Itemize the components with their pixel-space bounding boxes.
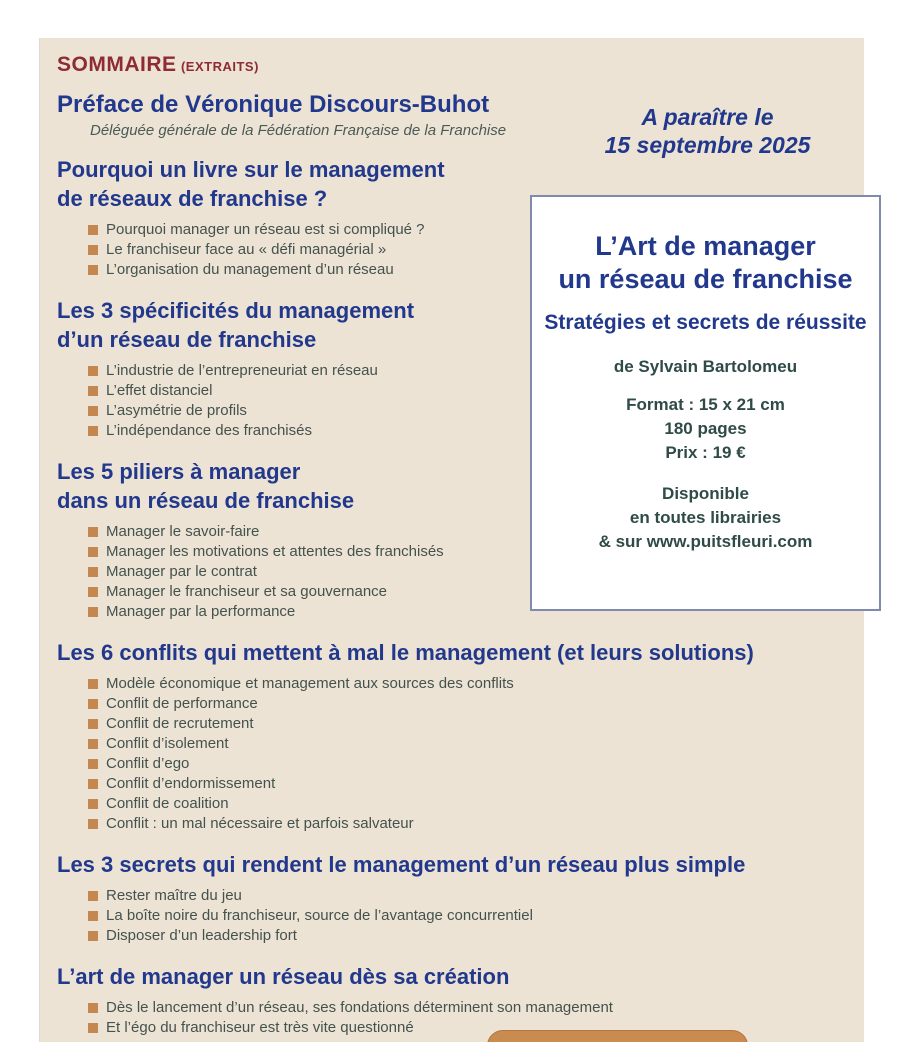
- square-bullet-icon: [88, 406, 98, 416]
- book-price: Prix : 19 €: [665, 443, 746, 462]
- list-item: [57, 794, 847, 814]
- list-item-label: Manager par la performance: [106, 603, 296, 620]
- section-block: [57, 850, 847, 946]
- list-item-label: Manager le savoir-faire: [106, 523, 260, 540]
- list-item-label: Conflit de recrutement: [106, 715, 254, 732]
- square-bullet-icon: [88, 426, 98, 436]
- book-pages: 180 pages: [664, 419, 747, 438]
- list-item-label: Conflit de performance: [106, 695, 258, 712]
- square-bullet-icon: [88, 366, 98, 376]
- list-item-label: Le franchiseur face au « défi managérial »: [106, 241, 387, 258]
- list-item-label: Manager les motivations et attentes des franchisés: [106, 543, 444, 560]
- book-title-line2: un réseau de franchise: [558, 264, 853, 294]
- book-subtitle: Stratégies et secrets de réussite: [544, 311, 867, 334]
- list-item-label: Et l’égo du franchiseur est très vite questionné: [106, 1019, 414, 1036]
- list-item: [57, 714, 847, 734]
- list-item-label: Pourquoi manager un réseau est si compliqué ?: [106, 221, 425, 238]
- square-bullet-icon: [88, 1023, 98, 1033]
- list-item: [57, 734, 847, 754]
- list-item: [57, 754, 847, 774]
- book-specs: [532, 393, 879, 465]
- list-item: [57, 774, 847, 794]
- list-item-label: La boîte noire du franchiseur, source de l’avantage concurrentiel: [106, 907, 533, 924]
- list-item-label: L’asymétrie de profils: [106, 402, 247, 419]
- list-item: [57, 906, 847, 926]
- book-info-card: [530, 195, 881, 611]
- availability-url: & sur www.puitsfleuri.com: [598, 532, 813, 551]
- square-bullet-icon: [88, 1003, 98, 1013]
- section-title-line: Pourquoi un livre sur le management: [57, 157, 445, 182]
- section-items: [57, 674, 847, 834]
- square-bullet-icon: [88, 265, 98, 275]
- square-bullet-icon: [88, 245, 98, 255]
- list-item-label: L’indépendance des franchisés: [106, 422, 312, 439]
- square-bullet-icon: [88, 891, 98, 901]
- square-bullet-icon: [88, 527, 98, 537]
- list-item-label: Conflit d’isolement: [106, 735, 229, 752]
- preface-title: Préface de Véronique Discours-Buhot: [57, 91, 490, 118]
- square-bullet-icon: [88, 819, 98, 829]
- list-item-label: Conflit : un mal nécessaire et parfois salvateur: [106, 815, 414, 832]
- list-item: [57, 814, 847, 834]
- square-bullet-icon: [88, 759, 98, 769]
- book-availability: [532, 482, 879, 554]
- order-button[interactable]: [487, 1030, 748, 1042]
- square-bullet-icon: [88, 799, 98, 809]
- list-item-label: Conflit d’endormissement: [106, 775, 276, 792]
- section-title: [57, 638, 847, 667]
- list-item: [57, 926, 847, 946]
- section-title-line: dans un réseau de franchise: [57, 488, 355, 513]
- square-bullet-icon: [88, 547, 98, 557]
- list-item-label: Rester maître du jeu: [106, 887, 242, 904]
- availability-line1: Disponible: [662, 484, 749, 503]
- list-item: [57, 886, 847, 906]
- list-item-label: Conflit d’ego: [106, 755, 190, 772]
- list-item-label: Manager par le contrat: [106, 563, 257, 580]
- list-item-label: L’effet distanciel: [106, 382, 213, 399]
- list-item-label: Manager le franchiseur et sa gouvernance: [106, 583, 388, 600]
- square-bullet-icon: [88, 567, 98, 577]
- book-title-line1: L’Art de manager: [595, 231, 816, 261]
- square-bullet-icon: [88, 699, 98, 709]
- square-bullet-icon: [88, 779, 98, 789]
- square-bullet-icon: [88, 719, 98, 729]
- list-item-label: L’organisation du management d’un réseau: [106, 261, 394, 278]
- square-bullet-icon: [88, 225, 98, 235]
- section-title-line: Les 3 secrets qui rendent le management d’un réseau plus simple: [57, 852, 746, 877]
- release-date: [535, 103, 880, 159]
- square-bullet-icon: [88, 911, 98, 921]
- book-title: [532, 230, 879, 296]
- section-title-line: d’un réseau de franchise: [57, 327, 317, 352]
- section-block: [57, 638, 847, 834]
- list-item: [57, 998, 847, 1018]
- section-title-line: Les 6 conflits qui mettent à mal le management (et leurs solutions): [57, 640, 754, 665]
- list-item-label: Conflit de coalition: [106, 795, 229, 812]
- summary-title-suffix: (EXTRAITS): [180, 59, 259, 74]
- section-title: [57, 962, 847, 991]
- list-item-label: Dès le lancement d’un réseau, ses fondations déterminent son management: [106, 999, 613, 1016]
- square-bullet-icon: [88, 607, 98, 617]
- square-bullet-icon: [88, 739, 98, 749]
- release-date-line2: 15 septembre 2025: [604, 132, 811, 158]
- section-title-line: de réseaux de franchise ?: [57, 186, 328, 211]
- list-item: [57, 674, 847, 694]
- list-item-label: L’industrie de l’entrepreneuriat en réseau: [106, 362, 378, 379]
- availability-line2: en toutes librairies: [629, 508, 782, 527]
- section-title-line: Les 5 piliers à manager: [57, 459, 301, 484]
- square-bullet-icon: [88, 931, 98, 941]
- preface-subtitle: Déléguée générale de la Fédération Française de la Franchise: [90, 122, 507, 139]
- release-date-line1: A paraître le: [641, 104, 774, 130]
- list-item-label: Modèle économique et management aux sources des conflits: [106, 675, 514, 692]
- list-item-label: Disposer d’un leadership fort: [106, 927, 297, 944]
- section-title-line: Les 3 spécificités du management: [57, 298, 415, 323]
- summary-header: [57, 53, 847, 77]
- section-items: [57, 886, 847, 946]
- summary-title: SOMMAIRE: [57, 53, 177, 76]
- section-block: [57, 962, 847, 1038]
- book-format: Format : 15 x 21 cm: [626, 395, 785, 414]
- square-bullet-icon: [88, 386, 98, 396]
- square-bullet-icon: [88, 587, 98, 597]
- section-title-line: L’art de manager un réseau dès sa création: [57, 964, 510, 989]
- square-bullet-icon: [88, 679, 98, 689]
- list-item: [57, 694, 847, 714]
- section-title: [57, 850, 847, 879]
- book-author: de Sylvain Bartolomeu: [613, 357, 798, 376]
